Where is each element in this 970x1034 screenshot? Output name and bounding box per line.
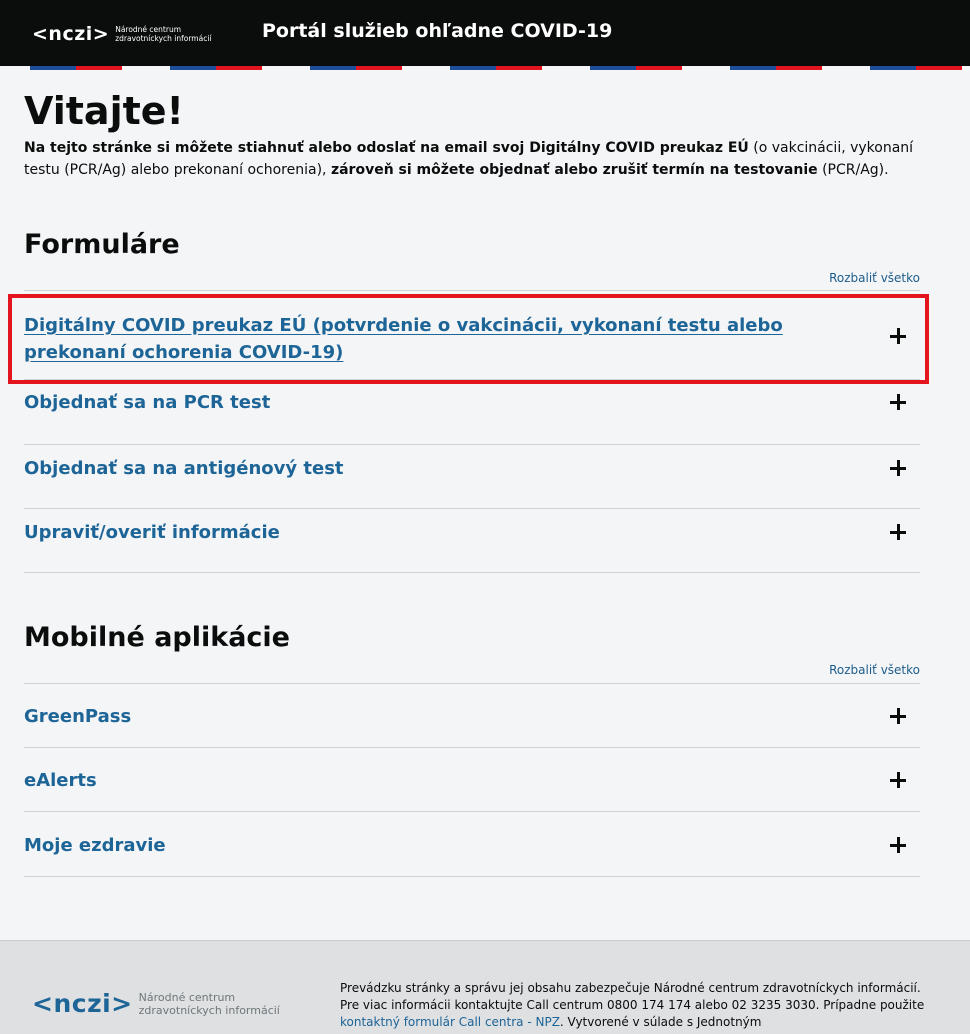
accordion-item-antigen-test[interactable]: [24, 445, 920, 509]
accordion-item-ealerts[interactable]: [24, 748, 920, 812]
forms-expand-all-link[interactable]: Rozbaliť všetko: [829, 271, 920, 285]
footer-logo-subtitle: Národné centrum zdravotníckych informácií: [138, 990, 280, 1017]
accordion-item-label[interactable]: Objednať sa na PCR test: [24, 392, 271, 413]
footer-logo-mark: <nczi>: [32, 989, 133, 1018]
intro-text: [24, 137, 914, 181]
stripe-segment-red: [776, 66, 822, 70]
page-title: Vitajte!: [24, 89, 184, 133]
stripe-segment-blue: [730, 66, 776, 70]
accordion-item-label[interactable]: Objednať sa na antigénový test: [24, 458, 344, 479]
intro-bold-1: Na tejto stránke si môžete stiahnuť alebo odoslať na email svoj Digitálny COVID preukaz EÚ: [24, 140, 749, 156]
stripe-segment-blue: [30, 66, 76, 70]
apps-expand-all-link[interactable]: Rozbaliť všetko: [829, 663, 920, 677]
intro-text-1: (o vakcinácii, vykonaní testu (PCR/Ag) alebo prekonaní ochorenia),: [24, 140, 914, 178]
accordion-item-label[interactable]: Digitálny COVID preukaz EÚ (potvrdenie o vakcinácii, vykonaní testu alebo prekonaní ochorenia COVID-19): [24, 315, 783, 363]
stripe-segment-red: [636, 66, 682, 70]
logo-mark: <nczi>: [32, 23, 110, 45]
plus-icon[interactable]: [890, 524, 906, 540]
stripe-segment-red: [216, 66, 262, 70]
header-stripe-decoration: [0, 66, 970, 70]
footer-text: [340, 980, 940, 1031]
accordion-item-label[interactable]: eAlerts: [24, 770, 97, 791]
accordion-item-label[interactable]: Moje ezdravie: [24, 835, 166, 856]
plus-icon[interactable]: [890, 394, 906, 410]
accordion-item-update-info[interactable]: [24, 509, 920, 573]
accordion-item-label[interactable]: GreenPass: [24, 706, 132, 727]
stripe-segment-blue: [870, 66, 916, 70]
footer-nczi-logo[interactable]: [32, 989, 289, 1018]
accordion-item-label[interactable]: Upraviť/overiť informácie: [24, 522, 280, 543]
site-header: [0, 0, 970, 66]
stripe-segment-blue: [170, 66, 216, 70]
plus-icon[interactable]: [890, 708, 906, 724]
contact-form-link[interactable]: kontaktný formulár Call centra - NPZ: [340, 1015, 560, 1029]
stripe-segment-red: [356, 66, 402, 70]
stripe-segment-red: [496, 66, 542, 70]
accordion-item-greenpass[interactable]: [24, 684, 920, 748]
accordion-item-pcr-test[interactable]: [24, 380, 920, 445]
site-footer: [0, 940, 970, 1034]
footer-text-2: . Vytvorené v súlade s Jednotným: [559, 1015, 762, 1029]
footer-text-1: Prevádzku stránky a správu jej obsahu zabezpečuje Národné centrum zdravotníckych informácií. Pre viac informácii kontaktujte Call centrum 0800 174 174 alebo 02 3235 3030. Prípadne použite: [340, 981, 925, 1012]
forms-section-title: Formuláre: [24, 229, 180, 260]
stripe-segment-blue: [450, 66, 496, 70]
plus-icon[interactable]: [890, 772, 906, 788]
header-title: Portál služieb ohľadne COVID-19: [262, 20, 613, 42]
plus-icon[interactable]: [890, 837, 906, 853]
stripe-segment-red: [76, 66, 122, 70]
nczi-logo[interactable]: [32, 22, 225, 46]
apps-section-title: Mobilné aplikácie: [24, 622, 290, 653]
intro-bold-2: zároveň si môžete objednať alebo zrušiť termín na testovanie: [330, 162, 818, 178]
apps-accordion: [24, 683, 920, 877]
stripe-segment-red: [916, 66, 962, 70]
highlight-annotation: [8, 294, 929, 384]
plus-icon[interactable]: [890, 460, 906, 476]
logo-subtitle: Národné centrum zdravotníckych informácií: [115, 25, 212, 43]
stripe-segment-blue: [590, 66, 636, 70]
stripe-segment-blue: [310, 66, 356, 70]
intro-text-2: (PCR/Ag).: [817, 162, 889, 178]
accordion-item-moje-ezdravie[interactable]: [24, 812, 920, 877]
